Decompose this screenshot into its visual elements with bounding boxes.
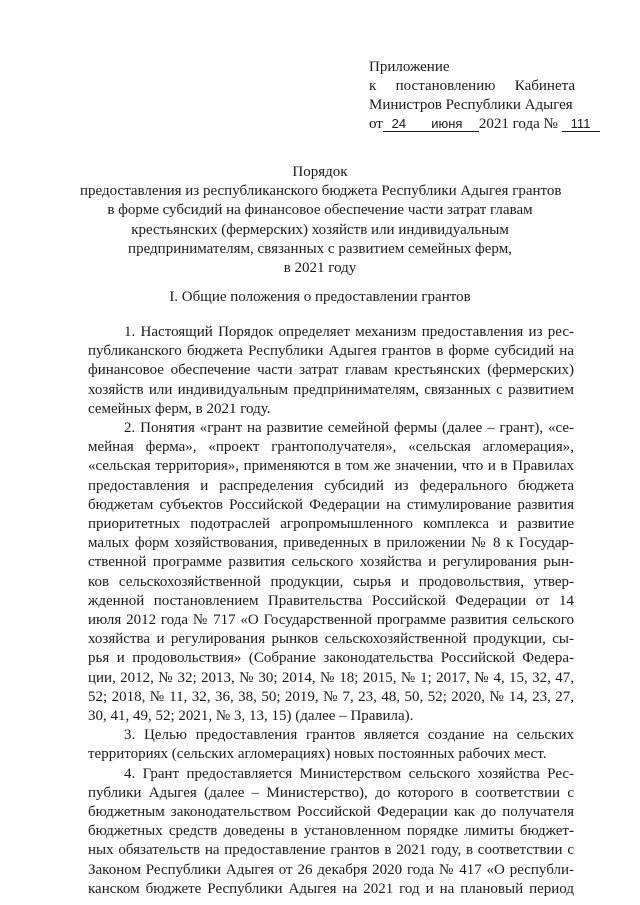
body-line: публики Адыгея (далее – Министерство), до которого в соответствии с bbox=[88, 784, 574, 801]
document-title bbox=[80, 163, 560, 278]
body-line: ственной программе развития сельского хозяйства и регулирования рын- bbox=[88, 554, 574, 571]
title-line: в 2021 году bbox=[283, 260, 357, 277]
title-line: Порядок bbox=[292, 164, 348, 180]
body-line: жденной постановлением Правительства Российской Федерации от 14 bbox=[88, 592, 574, 609]
title-line: крестьянских (фермерских) хозяйств или индивидуальным bbox=[131, 221, 509, 238]
date-prefix: от bbox=[369, 116, 383, 132]
title-line: в форме субсидий на финансовое обеспечение части затрат главам bbox=[107, 202, 533, 219]
title-line: предоставления из республиканского бюджета Республики Адыгея грантов bbox=[80, 183, 562, 200]
body-line: семейных ферм, в 2021 году. bbox=[88, 400, 271, 417]
body-line: 30, 41, 49, 52; 2021, № 3, 13, 15) (далее – Правила). bbox=[88, 708, 414, 725]
body-line: бюджетных средств доведены в установленном порядке лимиты бюджет- bbox=[88, 823, 574, 840]
title-line: предпринимателям, связанных с развитием семейных ферм, bbox=[128, 240, 512, 257]
body-line: малых форм хозяйствования, приведенных в приложении № 8 к Государ- bbox=[88, 535, 574, 552]
appendix-block bbox=[369, 58, 591, 134]
body-line: бюджетам субъектов Российской Федерации на стимулирование развития bbox=[88, 496, 574, 513]
body-line: 4. Грант предоставляется Министерством сельского хозяйства Рес- bbox=[124, 765, 574, 782]
document-number: 111 bbox=[562, 116, 600, 132]
date-day: 24 bbox=[383, 116, 415, 132]
body-line: предоставления и распределения субсидий из федерального бюджета bbox=[88, 477, 574, 494]
body-line: ных обязательств на предоставление грантов в 2021 году, в соответствии с bbox=[88, 842, 574, 859]
body-line: июля 2012 года № 717 «О Государственной программе развития сельского bbox=[88, 612, 574, 629]
document-body bbox=[88, 323, 574, 899]
body-line: 1. Настоящий Порядок определяет механизм предоставления из рес- bbox=[124, 324, 574, 340]
body-line: 2. Понятия «грант на развитие семейной фермы (далее – грант), «се- bbox=[124, 420, 574, 437]
body-line: 3. Целью предоставления грантов является создание на сельских bbox=[124, 727, 574, 744]
body-line: приоритетных подотраслей агропромышленного комплекса и развитие bbox=[88, 516, 574, 533]
body-line: хозяйства и регулирования рынков сельскохозяйственной продукции, сы- bbox=[88, 631, 574, 648]
appendix-line-2: к постановлению Кабинета bbox=[369, 78, 575, 94]
date-year: 2021 года № bbox=[478, 116, 558, 132]
body-line: финансовое обеспечение части затрат главам крестьянских (фермерских) bbox=[88, 362, 574, 379]
body-line: мейная ферма», «проект грантополучателя», «сельская агломерация», bbox=[88, 439, 574, 456]
body-line: хозяйств или индивидуальным предпринимателям, связанных с развитием bbox=[88, 381, 574, 398]
body-line: канском бюджете Республики Адыгея на 2021 год и на плановый период bbox=[88, 880, 574, 897]
section-heading: I. Общие положения о предоставлении грантов bbox=[169, 289, 471, 305]
appendix-line-3: Министров Республики Адыгея bbox=[369, 97, 573, 113]
appendix-date-line bbox=[369, 115, 591, 134]
body-line: территориях (сельских агломерациях) новых постоянных рабочих мест. bbox=[88, 746, 547, 763]
body-line: «сельская территория», применяются в том же значении, что и в Правилах bbox=[88, 458, 574, 475]
body-line: рья и продовольствия» (Собрание законодательства Российской Федера- bbox=[88, 650, 574, 667]
body-line: ков сельскохозяйственной продукции, сырья и продовольствия, утвер- bbox=[88, 573, 574, 590]
appendix-line-1: Приложение bbox=[369, 59, 450, 75]
body-line: публиканского бюджета Республики Адыгея грантов в форме субсидий на bbox=[88, 343, 574, 360]
body-line: бюджетным законодательством Российской Федерации как до получателя bbox=[88, 804, 574, 821]
body-line: ции, 2012, № 32; 2013, № 30; 2014, № 18; 2015, № 1; 2017, № 4, 15, 32, 47, bbox=[88, 669, 574, 686]
body-line: Законом Республики Адыгея от 26 декабря 2020 года № 417 «О республи- bbox=[88, 861, 574, 878]
date-month: июня bbox=[415, 116, 479, 132]
body-line: 52; 2018, № 11, 32, 36, 38, 50; 2019, № 7, 23, 48, 50, 52; 2020, № 14, 23, 27, bbox=[88, 688, 574, 705]
